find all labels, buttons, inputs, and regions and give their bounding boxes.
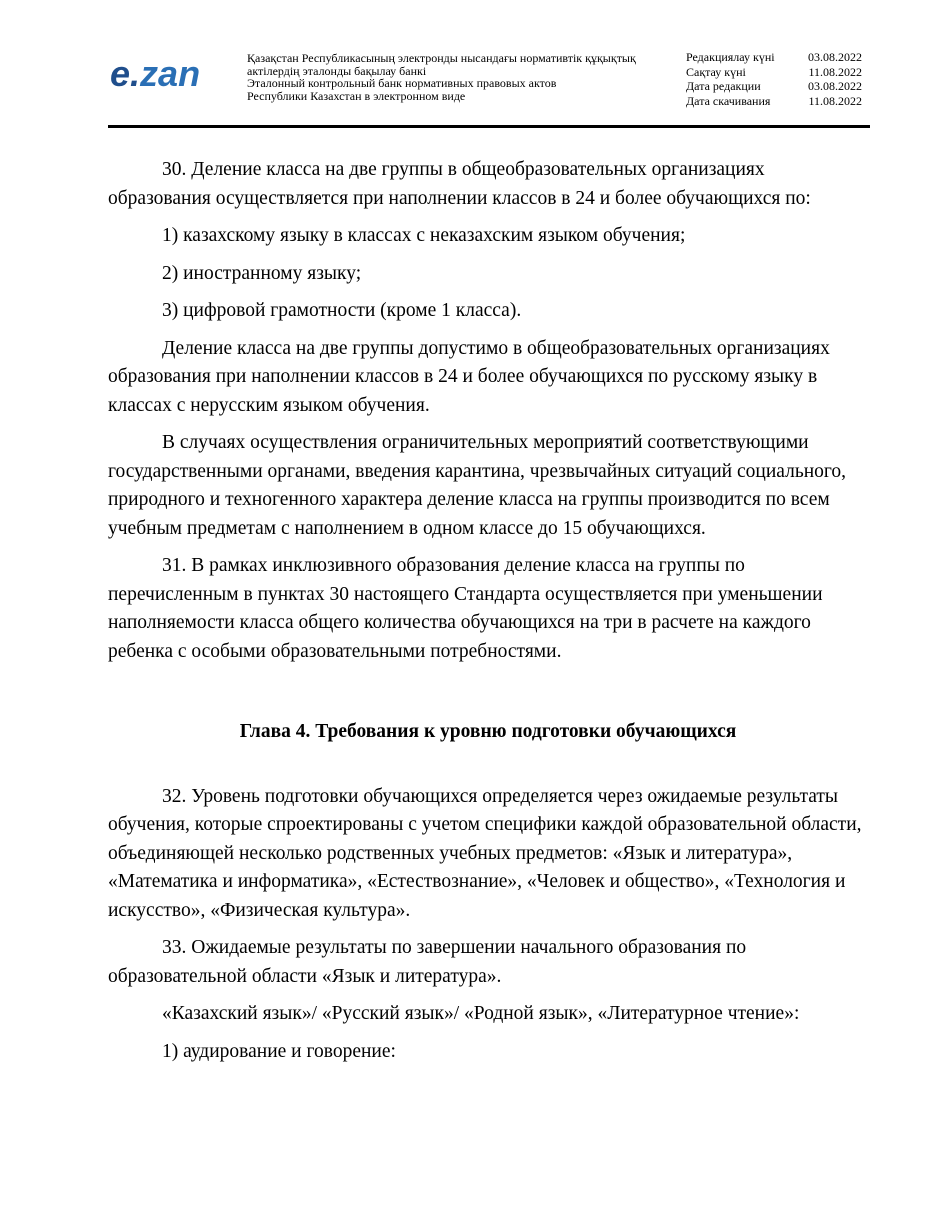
paragraph-quarantine: В случаях осуществления ограничительных мероприятий соответствующими государственными органами, введения карантина, чрезвычайных ситуаций социального, природного и техногенного характера деление класса на группы производится по всем учебным предметам с наполнением в одном классе до 15 обучающихся. [108, 432, 847, 539]
meta-value: 11.08.2022 [808, 93, 862, 108]
header-org-line: Қазақстан Республикасының электронды нысандағы нормативтік құқықтық [247, 51, 636, 65]
meta-row-edit-date-ru [686, 79, 862, 94]
logo-dot: . [130, 53, 141, 94]
logo-zan: zan [140, 53, 201, 94]
meta-value: 03.08.2022 [808, 79, 862, 93]
paragraph-30: 30. Деление класса на две группы в общеобразовательных организациях образования осуществляется при наполнении классов в 24 и более обучающихся по: [108, 159, 811, 209]
paragraph-russian-language: Деление класса на две группы допустимо в общеобразовательных организациях образования при наполнении классов в 24 и более обучающихся по русскому языку в классах с нерусским языком обучения. [108, 337, 830, 416]
logo-e: e [110, 53, 131, 94]
meta-label: Редакциялау күні [686, 50, 775, 64]
meta-label: Дата скачивания [686, 93, 771, 108]
header-dates [686, 50, 862, 108]
header-org-line: Эталонный контрольный банк нормативных правовых актов [247, 76, 557, 91]
header-org-line: актілердің эталонды бақылау банкі [247, 63, 427, 78]
list-item: 1) аудирование и говорение: [162, 1040, 396, 1062]
list-item: 1) казахскому языку в классах с неказахским языком обучения; [162, 225, 686, 246]
meta-row-edit-date-kz [686, 50, 862, 65]
meta-label: Сақтау күні [686, 64, 746, 79]
paragraph-31: 31. В рамках инклюзивного образования деление класса на группы по перечисленным в пунктах 30 настоящего Стандарта осуществляется при уменьшении наполняемости класса общего количества обучающихся на три в расчете на каждого ребенка с особыми образовательными потребностями. [108, 555, 823, 662]
header-org-line: Республики Казахстан в электронном виде [247, 88, 466, 103]
meta-value: 03.08.2022 [808, 50, 862, 64]
meta-label: Дата редакции [686, 79, 761, 93]
meta-row-download-date-ru [686, 94, 862, 109]
paragraph-33: 33. Ожидаемые результаты по завершении начального образования по образовательной области «Язык и литература». [108, 937, 747, 987]
document-body [108, 156, 868, 1075]
list-item: 2) иностранному языку; [162, 262, 362, 284]
ezan-logo[interactable] [110, 54, 200, 94]
meta-value: 11.08.2022 [808, 64, 862, 79]
paragraph-subjects: «Казахский язык»/ «Русский язык»/ «Родной язык», «Литературное чтение»: [162, 1003, 800, 1024]
meta-row-save-date-kz [686, 65, 862, 80]
paragraph-32: 32. Уровень подготовки обучающихся определяется через ожидаемые результаты обучения, которые спроектированы с учетом специфики каждой образовательной области, объединяющей несколько родственных учебных предметов: «Язык и литература», «Математика и информатика», «Естествознание», «Человек и общество», «Технология и искусство», «Физическая культура». [108, 785, 862, 921]
list-item: 3) цифровой грамотности (кроме 1 класса). [162, 300, 522, 321]
document-header [0, 0, 935, 130]
chapter-heading: Глава 4. Требования к уровню подготовки обучающихся [239, 721, 737, 742]
header-org-text [247, 52, 667, 102]
header-divider [108, 125, 870, 128]
